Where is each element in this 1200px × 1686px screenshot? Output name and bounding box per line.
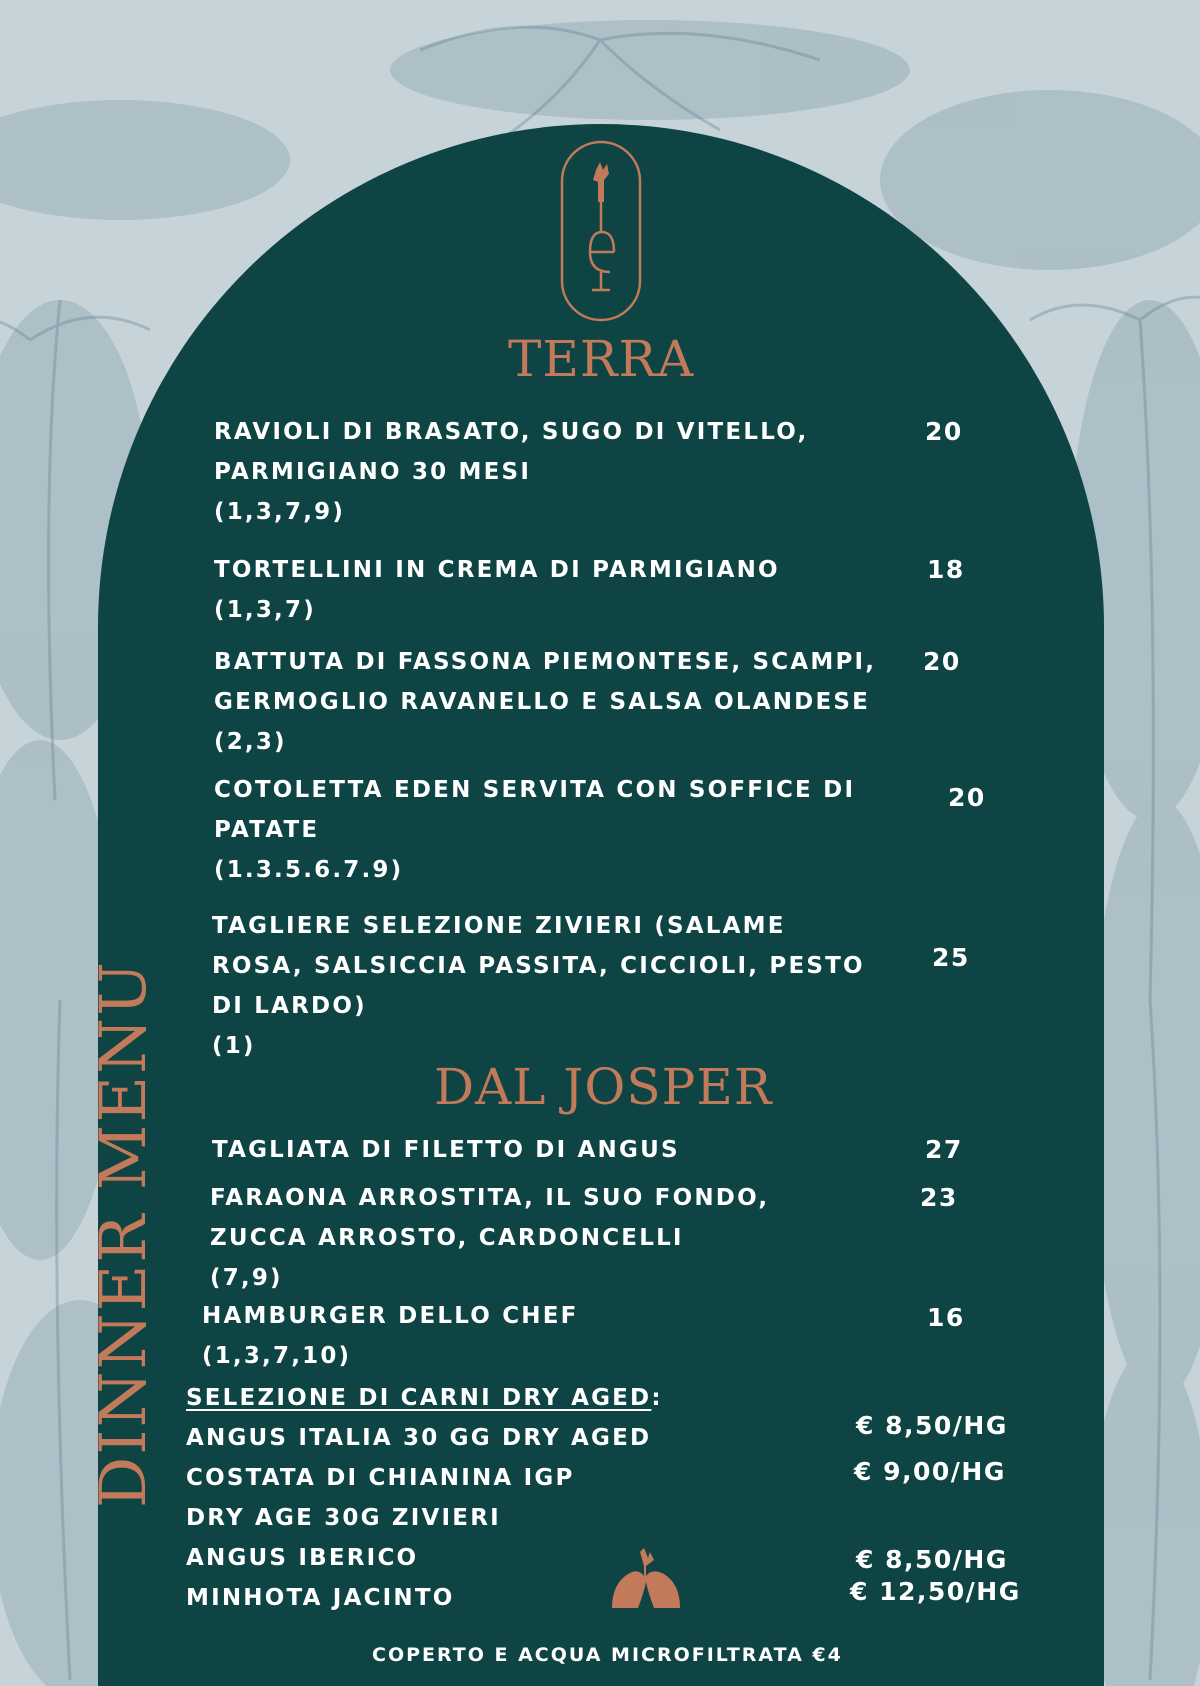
- menu-item-line: PARMIGIANO 30 MESI: [214, 459, 532, 485]
- cover-charge-note: COPERTO E ACQUA MICROFILTRATA €4: [372, 1644, 843, 1666]
- menu-item-line: (2,3): [214, 729, 287, 755]
- dry-aged-item-name: MINHOTA JACINTO: [186, 1585, 455, 1611]
- menu-item-name: COTOLETTA EDEN SERVITA CON SOFFICE DI: [214, 777, 856, 803]
- menu-item-price: 20: [923, 647, 961, 676]
- menu-item-price: 20: [948, 783, 986, 812]
- menu-item-name: TORTELLINI IN CREMA DI PARMIGIANO: [214, 557, 780, 583]
- dry-aged-item-name: ANGUS ITALIA 30 GG DRY AGED: [186, 1425, 652, 1451]
- dry-aged-item-name: ANGUS IBERICO: [186, 1545, 419, 1571]
- menu-item-name: RAVIOLI DI BRASATO, SUGO DI VITELLO,: [214, 419, 809, 445]
- menu-item-price: 20: [925, 417, 963, 446]
- menu-item-name: TAGLIATA DI FILETTO DI ANGUS: [212, 1137, 680, 1163]
- menu-item-price: 23: [920, 1183, 958, 1212]
- menu-item-price: 27: [925, 1135, 963, 1164]
- menu-item-line: (1,3,7): [214, 597, 316, 623]
- menu-item-price: 18: [927, 555, 965, 584]
- menu-item-line: GERMOGLIO RAVANELLO E SALSA OLANDESE: [214, 689, 871, 715]
- menu-item-name: TAGLIERE SELEZIONE ZIVIERI (SALAME: [212, 913, 786, 939]
- menu-item-line: ZUCCA ARROSTO, CARDONCELLI: [210, 1225, 684, 1251]
- giraffe-e-monogram-icon: [560, 140, 642, 322]
- dry-aged-heading: SELEZIONE DI CARNI DRY AGED:: [186, 1385, 663, 1411]
- menu-item-line: (1): [212, 1033, 256, 1059]
- menu-item-name: HAMBURGER DELLO CHEF: [202, 1303, 579, 1329]
- menu-item-name: BATTUTA DI FASSONA PIEMONTESE, SCAMPI,: [214, 649, 877, 675]
- menu-item-price: 25: [932, 943, 970, 972]
- menu-item-line: (7,9): [210, 1265, 283, 1291]
- section-title-terra: TERRA: [508, 330, 695, 388]
- menu-item-price: 16: [927, 1303, 965, 1332]
- dry-aged-item-price: € 9,00/HG: [854, 1457, 1006, 1486]
- dry-aged-item-price: € 12,50/HG: [850, 1577, 1021, 1606]
- dry-aged-item-price: € 8,50/HG: [856, 1411, 1008, 1440]
- menu-item-line: (1,3,7,9): [214, 499, 346, 525]
- dry-aged-item-price: € 8,50/HG: [856, 1545, 1008, 1574]
- menu-item-line: ROSA, SALSICCIA PASSITA, CICCIOLI, PESTO: [212, 953, 865, 979]
- menu-item-line: PATATE: [214, 817, 320, 843]
- section-title-dal-josper: DAL JOSPER: [434, 1058, 773, 1116]
- dry-aged-item-name: COSTATA DI CHIANINA IGP: [186, 1465, 575, 1491]
- menu-item-line: (1,3,7,10): [202, 1343, 352, 1369]
- menu-item-name: FARAONA ARROSTITA, IL SUO FONDO,: [210, 1185, 770, 1211]
- dinner-menu-vertical-title: DINNER MENU: [87, 959, 161, 1509]
- menu-item-line: (1.3.5.6.7.9): [214, 857, 404, 883]
- dry-aged-item-name: DRY AGE 30G ZIVIERI: [186, 1505, 501, 1531]
- menu-item-line: DI LARDO): [212, 993, 367, 1019]
- lungs-icon: [610, 1548, 682, 1614]
